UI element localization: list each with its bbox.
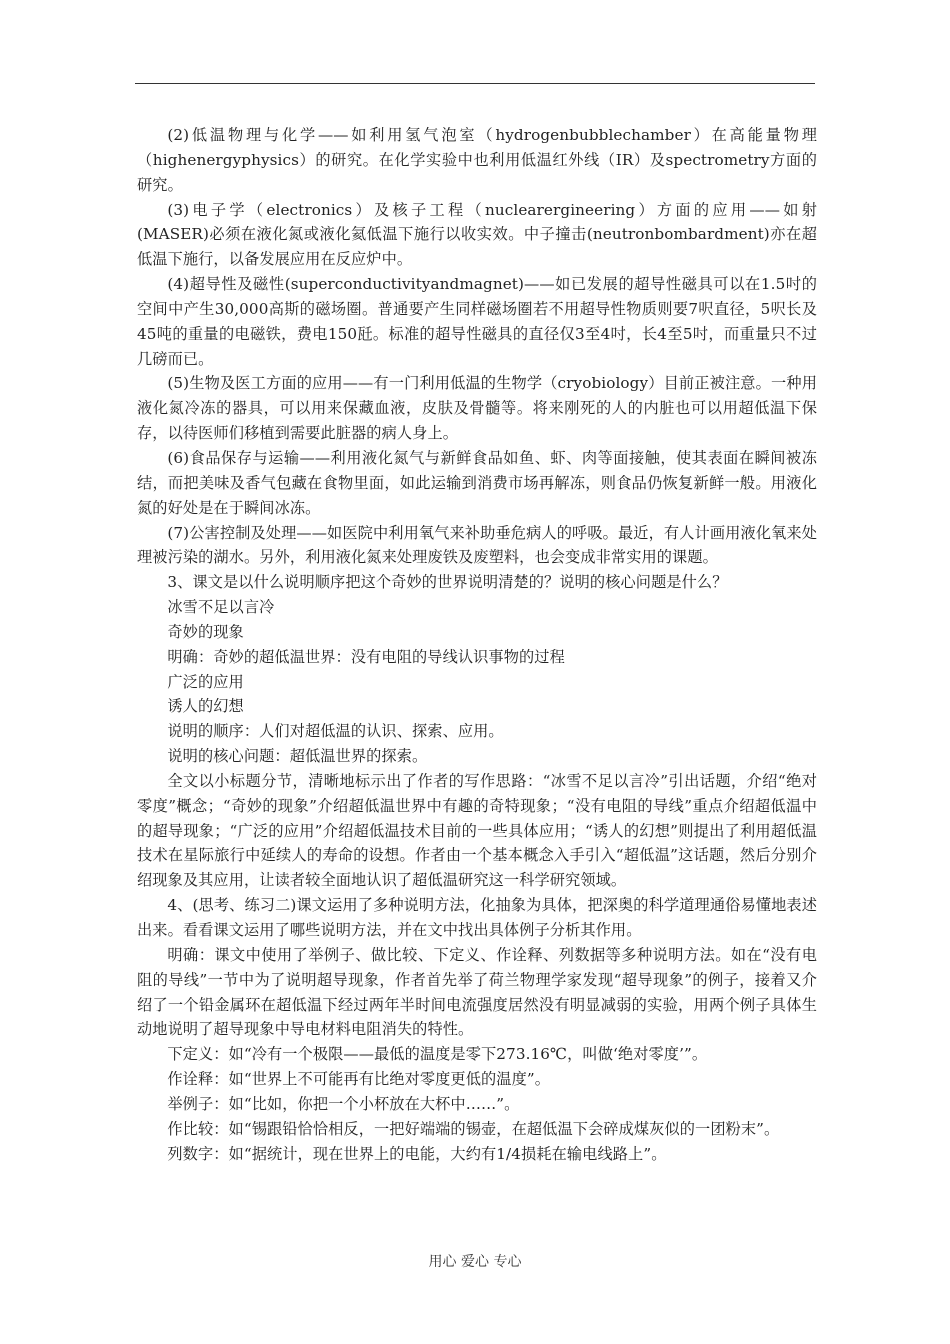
page-footer: 用心 爱心 专心 — [428, 1254, 522, 1270]
answer-clarify: 明确：奇妙的超低温世界：没有电阻的导线认识事物的过程 — [167, 647, 565, 666]
answer-methods: 明确：课文中使用了举例子、做比较、下定义、作诠释、列数据等多种说明方法。如在“没有电阻的导线”一节中为了说明超导现象，作者首先举了荷兰物理学家发现“超导现象”的例子，接着又介绍了一个铅金属环在超低温下经过两年半时间电流强度居然没有明显减弱的实验，用两个例子具体生动地说明了超导现象中导电材料电阻消失的特性。 — [137, 945, 817, 1039]
explanation-order: 说明的顺序：人们对超低温的认识、探索、应用。 — [167, 722, 504, 741]
method-interpretation: 作诠释：如“世界上不可能再有比绝对零度更低的温度”。 — [167, 1070, 551, 1089]
section-heading-2: 奇妙的现象 — [167, 622, 244, 641]
paragraph-biology-medicine: (5)生物及医工方面的应用——有一门利用低温的生物学（cryobiology）目前正被注意。一种用液化氮冷冻的器具，可以用来保藏血液，皮肤及骨髓等。将来刚死的人的内脏也可以用超低温下保存，以待医师们移植到需要此脏器的病人身上。 — [137, 374, 817, 443]
core-question: 说明的核心问题：超低温世界的探索。 — [167, 747, 428, 766]
method-comparison: 作比较：如“锡跟铅恰恰相反，一把好端端的锡壶，在超低温下会碎成煤灰似的一团粉末”。 — [167, 1119, 780, 1138]
section-heading-4: 广泛的应用 — [167, 672, 244, 691]
question-4: 4、(思考、练习二)课文运用了多种说明方法，化抽象为具体，把深奥的科学道理通俗易懂地表述出来。看看课文运用了哪些说明方法，并在文中找出具体例子分析其作用。 — [137, 896, 817, 939]
document-body — [137, 123, 817, 1166]
paragraph-food-preservation: (6)食品保存与运输——利用液化氮气与新鲜食品如鱼、虾、肉等面接触，使其表面在瞬间被冻结，而把美味及香气包藏在食物里面，如此运输到消费市场再解冻，则食品仍恢复新鲜一般。用液化氮的好处是在于瞬间冰冻。 — [137, 448, 817, 517]
method-numbers: 列数字：如“据统计，现在世界上的电能，大约有1/4损耗在输电线路上”。 — [167, 1144, 667, 1163]
section-heading-5: 诱人的幻想 — [167, 697, 244, 716]
section-heading-1: 冰雪不足以言冷 — [167, 598, 275, 617]
method-example: 举例子：如“比如，你把一个小杯放在大杯中……”。 — [167, 1094, 520, 1113]
paragraph-superconductivity-magnet: (4)超导性及磁性(superconductivityandmagnet)——如已发展的超导性磁具可以在1.5吋的空间中产生30,000高斯的磁场圈。普通要产生同样磁场圈若不用超导性物质则要7呎直径，5呎长及45吨的重量的电磁铁，费电150瓩。标准的超导性磁具的直径仅3至4吋，长4至5吋，而重量只不过几磅而已。 — [137, 275, 817, 368]
paragraph-pollution-control: (7)公害控制及处理——如医院中利用氧气来补助垂危病人的呼吸。最近，有人计画用液化氧来处理被污染的湖水。另外，利用液化氮来处理废铁及废塑料，也会变成非常实用的课题。 — [137, 523, 817, 567]
question-3: 3、课文是以什么说明顺序把这个奇妙的世界说明清楚的？说明的核心问题是什么？ — [167, 573, 728, 592]
method-definition: 下定义：如“冷有一个极限——最低的温度是零下273.16℃，叫做‘绝对零度’”。 — [167, 1045, 708, 1064]
header-rule — [135, 83, 815, 84]
paragraph-electronics-nuclear: (3)电子学（electronics）及核子工程（nuclearergineering）方面的应用——如射(MASER)必须在液化氮或液化氦低温下施行以收实效。中子撞击(neutronbombardment)亦在超低温下施行，以备发展应用在反应炉中。 — [137, 200, 817, 269]
paragraph-structure-summary: 全文以小标题分节，清晰地标示出了作者的写作思路：“冰雪不足以言冷”引出话题，介绍“绝对零度”概念；“奇妙的现象”介绍超低温世界中有趣的奇特现象；“没有电阻的导线”重点介绍超低温中的超导现象；“广泛的应用”介绍超低温技术目前的一些具体应用；“诱人的幻想”则提出了利用超低温技术在星际旅行中延续人的寿命的设想。作者由一个基本概念入手引入“超低温”这话题，然后分别介绍现象及其应用，让读者较全面地认识了超低温研究这一科学研究领域。 — [137, 771, 817, 890]
paragraph-low-temp-physics-chemistry: (2)低温物理与化学——如利用氢气泡室（hydrogenbubblechamber）在高能量物理（highenergyphysics）的研究。在化学实验中也利用低温红外线（IR）及spectrometry方面的研究。 — [137, 126, 817, 194]
